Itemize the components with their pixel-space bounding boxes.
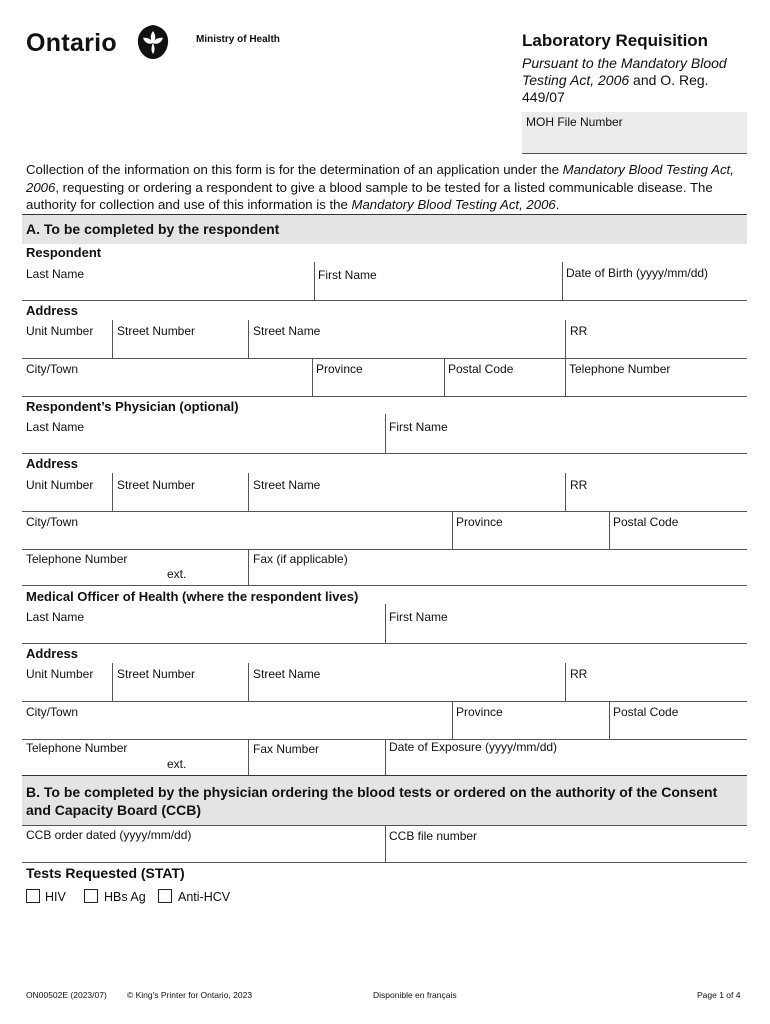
physician-last-name-field[interactable]: Last Name (26, 420, 85, 434)
physician-street-number-field[interactable]: Street Number (117, 478, 196, 492)
form-title: Laboratory Requisition (522, 31, 709, 50)
french-availability: Disponible en français (373, 990, 457, 1000)
moh-postal-field[interactable]: Postal Code (613, 705, 679, 719)
collection-notice (26, 161, 750, 214)
hiv-checkbox[interactable] (26, 889, 40, 903)
tests-heading: Tests Requested (STAT) (26, 865, 185, 881)
hbs-ag-label: HBs Ag (104, 890, 146, 904)
moh-exposure-date-field[interactable]: Date of Exposure (yyyy/mm/dd) (389, 740, 558, 754)
notice-text-1: Collection of the information on this form is for the determination of an application under the (26, 162, 563, 177)
section-a-header (22, 214, 747, 244)
notice-act-2: Mandatory Blood Testing Act, 2006 (351, 197, 556, 212)
trillium-logo-icon (134, 23, 172, 61)
section-b-title: B. To be completed by the physician ordering the blood tests or ordered on the authority of the Consent and Capacity Board (CCB) (26, 784, 718, 818)
moh-heading: Medical Officer of Health (where the respondent lives) (26, 589, 359, 604)
respondent-last-name-field[interactable]: Last Name (26, 267, 85, 281)
ccb-order-date-field[interactable]: CCB order dated (yyyy/mm/dd) (26, 828, 192, 842)
physician-heading: Respondent’s Physician (optional) (26, 399, 239, 414)
physician-province-field[interactable]: Province (456, 515, 503, 529)
respondent-first-name-field[interactable]: First Name (318, 268, 377, 282)
physician-ext-field[interactable]: ext. (167, 567, 187, 581)
hiv-label: HIV (45, 890, 66, 904)
respondent-city-field[interactable]: City/Town (26, 362, 79, 376)
moh-ext-field[interactable]: ext. (167, 757, 187, 771)
logo-wordmark: Ontario (26, 29, 117, 57)
copyright: © King's Printer for Ontario, 2023 (127, 990, 253, 1000)
notice-text-2: , requesting or ordering a respondent to give a blood sample to be tested for a listed communicable disease. The authority for collection and use of this information is the (26, 179, 713, 212)
respondent-heading: Respondent (26, 245, 102, 260)
subtitle-act: Pursuant to the Mandatory Blood Testing Act, 2006 (522, 55, 727, 88)
moh-fax-field[interactable]: Fax Number (253, 742, 320, 756)
physician-phone-field[interactable]: Telephone Number (26, 552, 128, 566)
moh-file-number-label: MOH File Number (526, 115, 623, 129)
respondent-postal-field[interactable]: Postal Code (448, 362, 514, 376)
respondent-street-name-field[interactable]: Street Name (253, 324, 321, 338)
section-b-header (22, 775, 747, 826)
physician-unit-field[interactable]: Unit Number (26, 478, 94, 492)
notice-text-3: . (555, 197, 560, 212)
moh-first-name-field[interactable]: First Name (389, 610, 448, 624)
moh-phone-field[interactable]: Telephone Number (26, 741, 128, 755)
physician-postal-field[interactable]: Postal Code (613, 515, 679, 529)
physician-street-name-field[interactable]: Street Name (253, 478, 321, 492)
page-number: Page 1 of 4 (697, 990, 741, 1000)
respondent-province-field[interactable]: Province (316, 362, 363, 376)
respondent-address-heading: Address (26, 303, 79, 318)
section-a-title: A. To be completed by the respondent (26, 221, 280, 237)
moh-street-number-field[interactable]: Street Number (117, 667, 196, 681)
physician-rr-field[interactable]: RR (570, 478, 588, 492)
moh-address-heading: Address (26, 646, 79, 661)
respondent-unit-field[interactable]: Unit Number (26, 324, 94, 338)
respondent-rr-field[interactable]: RR (570, 324, 588, 338)
physician-fax-field[interactable]: Fax (if applicable) (253, 552, 348, 566)
moh-city-field[interactable]: City/Town (26, 705, 79, 719)
moh-last-name-field[interactable]: Last Name (26, 610, 85, 624)
moh-street-name-field[interactable]: Street Name (253, 667, 321, 681)
respondent-dob-field[interactable]: Date of Birth (yyyy/mm/dd) (566, 266, 709, 280)
respondent-street-number-field[interactable]: Street Number (117, 324, 196, 338)
moh-province-field[interactable]: Province (456, 705, 503, 719)
ministry-name: Ministry of Health (196, 34, 280, 45)
hbs-ag-checkbox[interactable] (84, 889, 98, 903)
form-subtitle (522, 55, 752, 106)
subtitle-regulation: and O. Reg. 449/07 (522, 72, 709, 105)
form-code: ON00502E (2023/07) (26, 990, 107, 1000)
physician-first-name-field[interactable]: First Name (389, 420, 448, 434)
moh-unit-field[interactable]: Unit Number (26, 667, 94, 681)
anti-hcv-checkbox[interactable] (158, 889, 172, 903)
anti-hcv-label: Anti-HCV (178, 890, 231, 904)
respondent-phone-field[interactable]: Telephone Number (569, 362, 671, 376)
notice-act-1: Mandatory Blood Testing Act, 2006 (26, 162, 734, 195)
physician-city-field[interactable]: City/Town (26, 515, 79, 529)
moh-file-number-field[interactable] (522, 112, 747, 154)
moh-rr-field[interactable]: RR (570, 667, 588, 681)
ccb-file-number-field[interactable]: CCB file number (389, 829, 478, 843)
physician-address-heading: Address (26, 456, 79, 471)
